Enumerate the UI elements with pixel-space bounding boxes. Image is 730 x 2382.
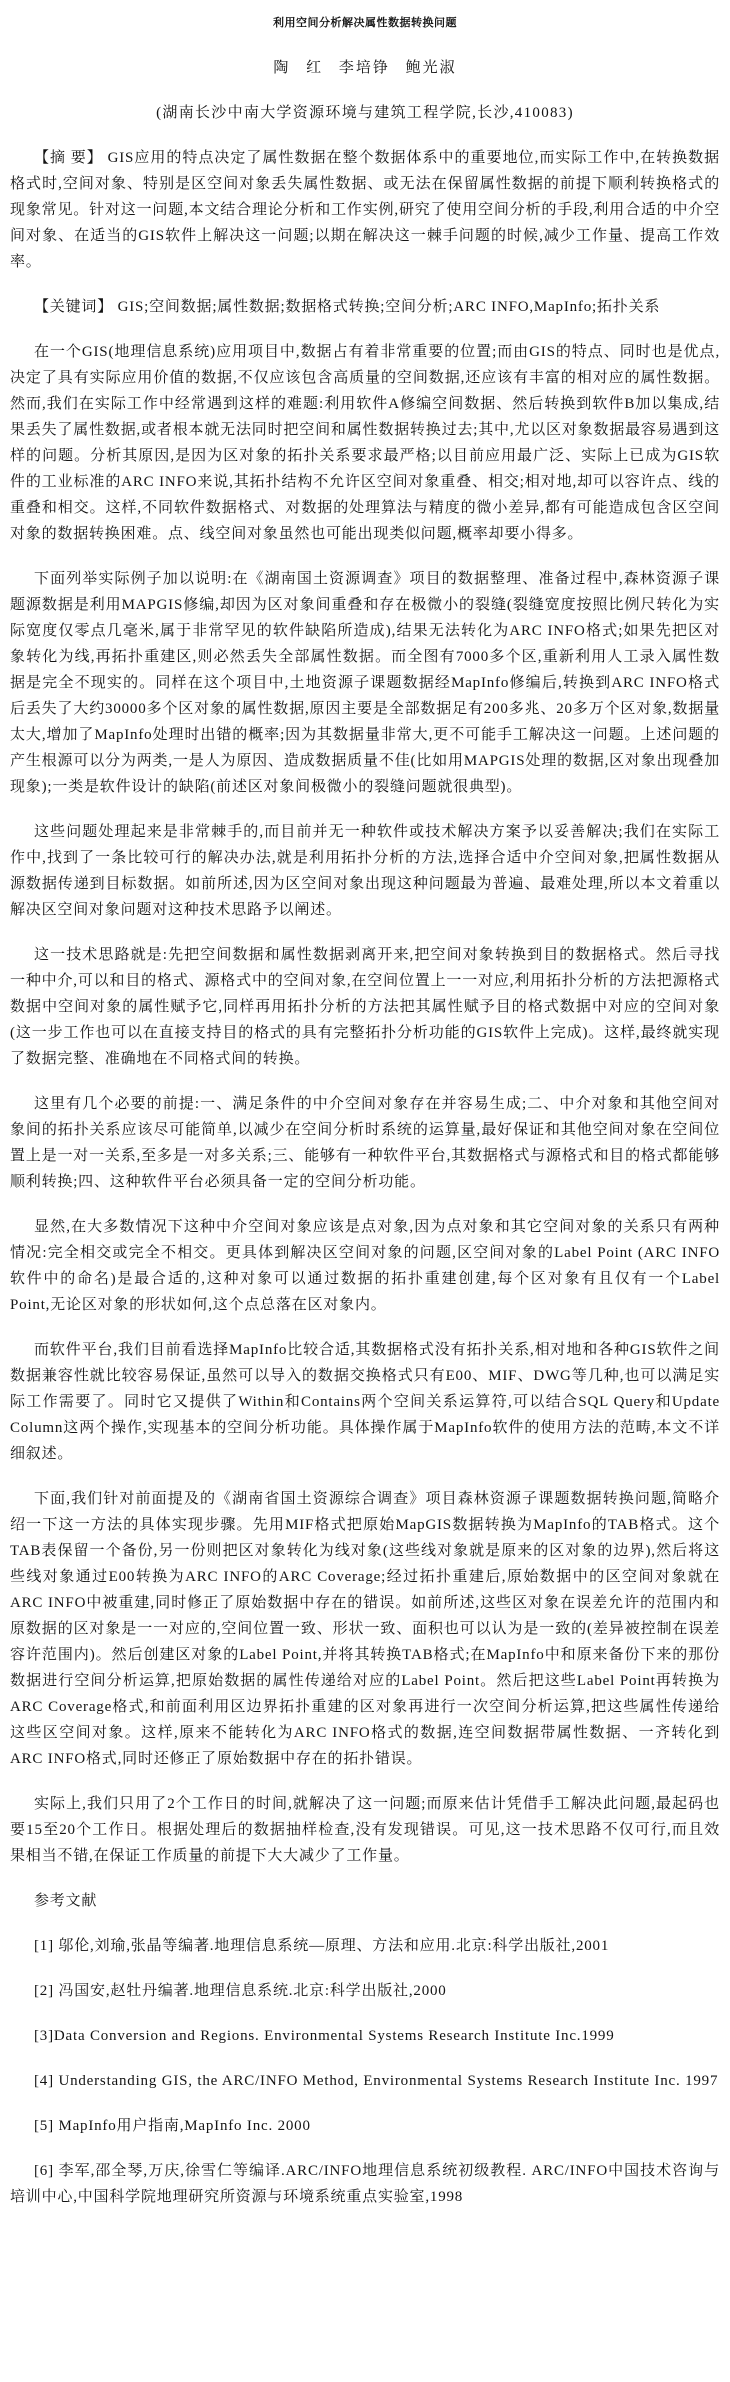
body-paragraph-3: 这些问题处理起来是非常棘手的,而目前并无一种软件或技术解决方案予以妥善解决;我们在实际工作中,找到了一条比较可行的解决办法,就是利用拓扑分析的方法,选择合适中介空间对象,把属性数据从源数据传递到目标数据。如前所述,因为区空间对象出现这种问题最为普遍、最难处理,所以本文着重以解决区空间对象问题对这种技术思路予以阐述。 — [10, 824, 720, 918]
keywords — [10, 294, 720, 320]
reference-item-2: [2] 冯国安,赵牡丹编著.地理信息系统.北京:科学出版社,2000 — [34, 1983, 447, 1999]
body-paragraph-5: 这里有几个必要的前提:一、满足条件的中介空间对象存在并容易生成;二、中介对象和其他空间对象间的拓扑关系应该尽可能简单,以减少在空间分析时系统的运算量,最好保证和其他空间对象在空间位置上是一对一关系,至多是一对多关系;三、能够有一种软件平台,其数据格式与源格式和目的格式都能够顺利转换;四、这种软件平台必须具备一定的空间分析功能。 — [10, 1096, 720, 1190]
keywords-text: GIS;空间数据;属性数据;数据格式转换;空间分析;ARC INFO,MapInfo;拓扑关系 — [117, 299, 661, 315]
reference-item-5: [5] MapInfo用户指南,MapInfo Inc. 2000 — [34, 2118, 311, 2134]
body-paragraph-7: 而软件平台,我们目前看选择MapInfo比较合适,其数据格式没有拓扑关系,相对地和各种GIS软件之间数据兼容性就比较容易保证,虽然可以导入的数据交换格式只有E00、MIF、DWG等几种,也可以满足实际工作需要了。同时它又提供了Within和Contains两个空间关系运算符,可以结合SQL Query和Update Column这两个操作,实现基本的空间分析功能。具体操作属于MapInfo软件的使用方法的范畴,本文不详细叙述。 — [10, 1342, 720, 1462]
reference-item-3: [3]Data Conversion and Regions. Environmental Systems Research Institute Inc.1999 — [34, 2028, 615, 2044]
body-paragraph-2: 下面列举实际例子加以说明:在《湖南国土资源调查》项目的数据整理、准备过程中,森林资源子课题源数据是利用MAPGIS修编,却因为区对象间重叠和存在极微小的裂缝(裂缝宽度按照比例尺转化为实际宽度仅零点几毫米,属于非常罕见的软件缺陷所造成),结果无法转化为ARC INFO格式;如果先把区对象转化为线,再拓扑重建区,则必然丢失全部属性数据。而全图有7000多个区,重新利用人工录入属性数据是完全不现实的。同样在这个项目中,土地资源子课题数据经MapInfo修编后,转换到ARC INFO格式后丢失了大约30000多个区对象的属性数据,原因主要是全部数据足有200多兆、20多万个区对象,数据量太大,增加了MapInfo处理时出错的概率;因为其数据量非常大,更不可能手工解决这一问题。上述问题的产生根源可以分为两类,一是人为原因、造成数据质量不佳(比如用MAPGIS处理的数据,区对象出现叠加现象);一类是软件设计的缺陷(前述区对象间极微小的裂缝问题就很典型)。 — [10, 571, 720, 795]
body-paragraph-6: 显然,在大多数情况下这种中介空间对象应该是点对象,因为点对象和其它空间对象的关系只有两种情况:完全相交或完全不相交。更具体到解决区空间对象的问题,区空间对象的Label Point (ARC INFO软件中的命名)是最合适的,这种对象可以通过数据的拓扑重建创建,每个区对象有且仅有一个Label Point,无论区对象的形状如何,这个点总落在区对象内。 — [10, 1219, 720, 1313]
author-affiliation: (湖南长沙中南大学资源环境与建筑工程学院,长沙,410083) — [156, 105, 574, 121]
reference-list — [10, 1933, 720, 2210]
keywords-label: 【关键词】 — [34, 299, 114, 315]
reference-item-1: [1] 邬伦,刘瑜,张晶等编著.地理信息系统—原理、方法和应用.北京:科学出版社,2001 — [34, 1938, 610, 1954]
author-list: 陶 红 李培铮 鲍光淑 — [273, 60, 457, 76]
reference-item-6: [6] 李军,邵全琴,万庆,徐雪仁等编译.ARC/INFO地理信息系统初级教程. ARC/INFO中国技术咨询与培训中心,中国科学院地理研究所资源与环境系统重点实验室,1998 — [10, 2163, 720, 2205]
body-paragraph-1: 在一个GIS(地理信息系统)应用项目中,数据占有着非常重要的位置;而由GIS的特点、同时也是优点,决定了具有实际应用价值的数据,不仅应该包含高质量的空间数据,还应该有丰富的相对应的属性数据。然而,我们在实际工作中经常遇到这样的难题:利用软件A修编空间数据、然后转换到软件B加以集成,结果丢失了属性数据,或者根本就无法同时把空间和属性数据转换过去;其中,尤以区对象数据最容易遇到这样的问题。分析其原因,是因为区对象的拓扑关系要求最严格;以目前应用最广泛、实际上已成为GIS软件的工业标准的ARC INFO来说,其拓扑结构不允许区空间对象重叠、相交;相对地,却可以容许点、线的重叠和相交。这样,不同软件数据格式、对数据的处理算法与精度的微小差异,都有可能造成包含区空间对象的数据转换困难。点、线空间对象虽然也可能出现类似问题,概率却要小得多。 — [10, 344, 720, 542]
abstract-label: 【摘 要】 — [34, 150, 103, 166]
body-paragraph-9: 实际上,我们只用了2个工作日的时间,就解决了这一问题;而原来估计凭借手工解决此问题,最起码也要15至20个工作日。根据处理后的数据抽样检查,没有发现错误。可见,这一技术思路不仅可行,而且效果相当不错,在保证工作质量的前提下大大减少了工作量。 — [10, 1796, 720, 1864]
abstract-text: GIS应用的特点决定了属性数据在整个数据体系中的重要地位,而实际工作中,在转换数据格式时,空间对象、特别是区空间对象丢失属性数据、或无法在保留属性数据的前提下顺利转换格式的现象常见。针对这一问题,本文结合理论分析和工作实例,研究了使用空间分析的手段,利用合适的中介空间对象、在适当的GIS软件上解决这一问题;以期在解决这一棘手问题的时候,减少工作量、提高工作效率。 — [10, 150, 720, 270]
paper-title: 利用空间分析解决属性数据转换问题 — [273, 17, 457, 29]
body-paragraph-8: 下面,我们针对前面提及的《湖南省国土资源综合调查》项目森林资源子课题数据转换问题,简略介绍一下这一方法的具体实现步骤。先用MIF格式把原始MapGIS数据转换为MapInfo的TAB格式。这个TAB表保留一个备份,另一份则把区对象转化为线对象(这些线对象就是原来的区对象的边界),然后将这些线对象通过E00转换为ARC INFO的ARC Coverage;经过拓扑重建后,原始数据中的区空间对象就在ARC INFO中被重建,同时修正了原始数据中存在的错误。如前所述,这些区对象在误差允许的范围内和原数据的区对象是一一对应的,空间位置一致、形状一致、面积也可以认为是一致的(差异被控制在误差容许范围内)。然后创建区对象的Label Point,并将其转换TAB格式;在MapInfo中和原来备份下来的那份数据进行空间分析运算,把原始数据的属性传递给对应的Label Point。然后把这些Label Point再转换为ARC Coverage格式,和前面利用区边界拓扑重建的区对象再进行一次空间分析运算,把这些属性传递给这些区空间对象。这样,原来不能转化为ARC INFO格式的数据,连空间数据带属性数据、一齐转化到ARC INFO格式,同时还修正了原始数据中存在的拓扑错误。 — [10, 1491, 720, 1767]
references-heading: 参考文献 — [34, 1893, 98, 1909]
abstract — [10, 145, 720, 275]
reference-item-4: [4] Understanding GIS, the ARC/INFO Method, Environmental Systems Research Institute Inc. 1997 — [34, 2073, 719, 2089]
body-paragraph-4: 这一技术思路就是:先把空间数据和属性数据剥离开来,把空间对象转换到目的数据格式。然后寻找一种中介,可以和目的格式、源格式中的空间对象,在空间位置上一一对应,利用拓扑分析的方法把源格式数据中空间对象的属性赋予它,同样再用拓扑分析的方法把其属性赋予目的格式数据中对应的空间对象(这一步工作也可以在直接支持目的格式的具有完整拓扑分析功能的GIS软件上完成)。这样,最终就实现了数据完整、准确地在不同格式间的转换。 — [10, 947, 720, 1067]
